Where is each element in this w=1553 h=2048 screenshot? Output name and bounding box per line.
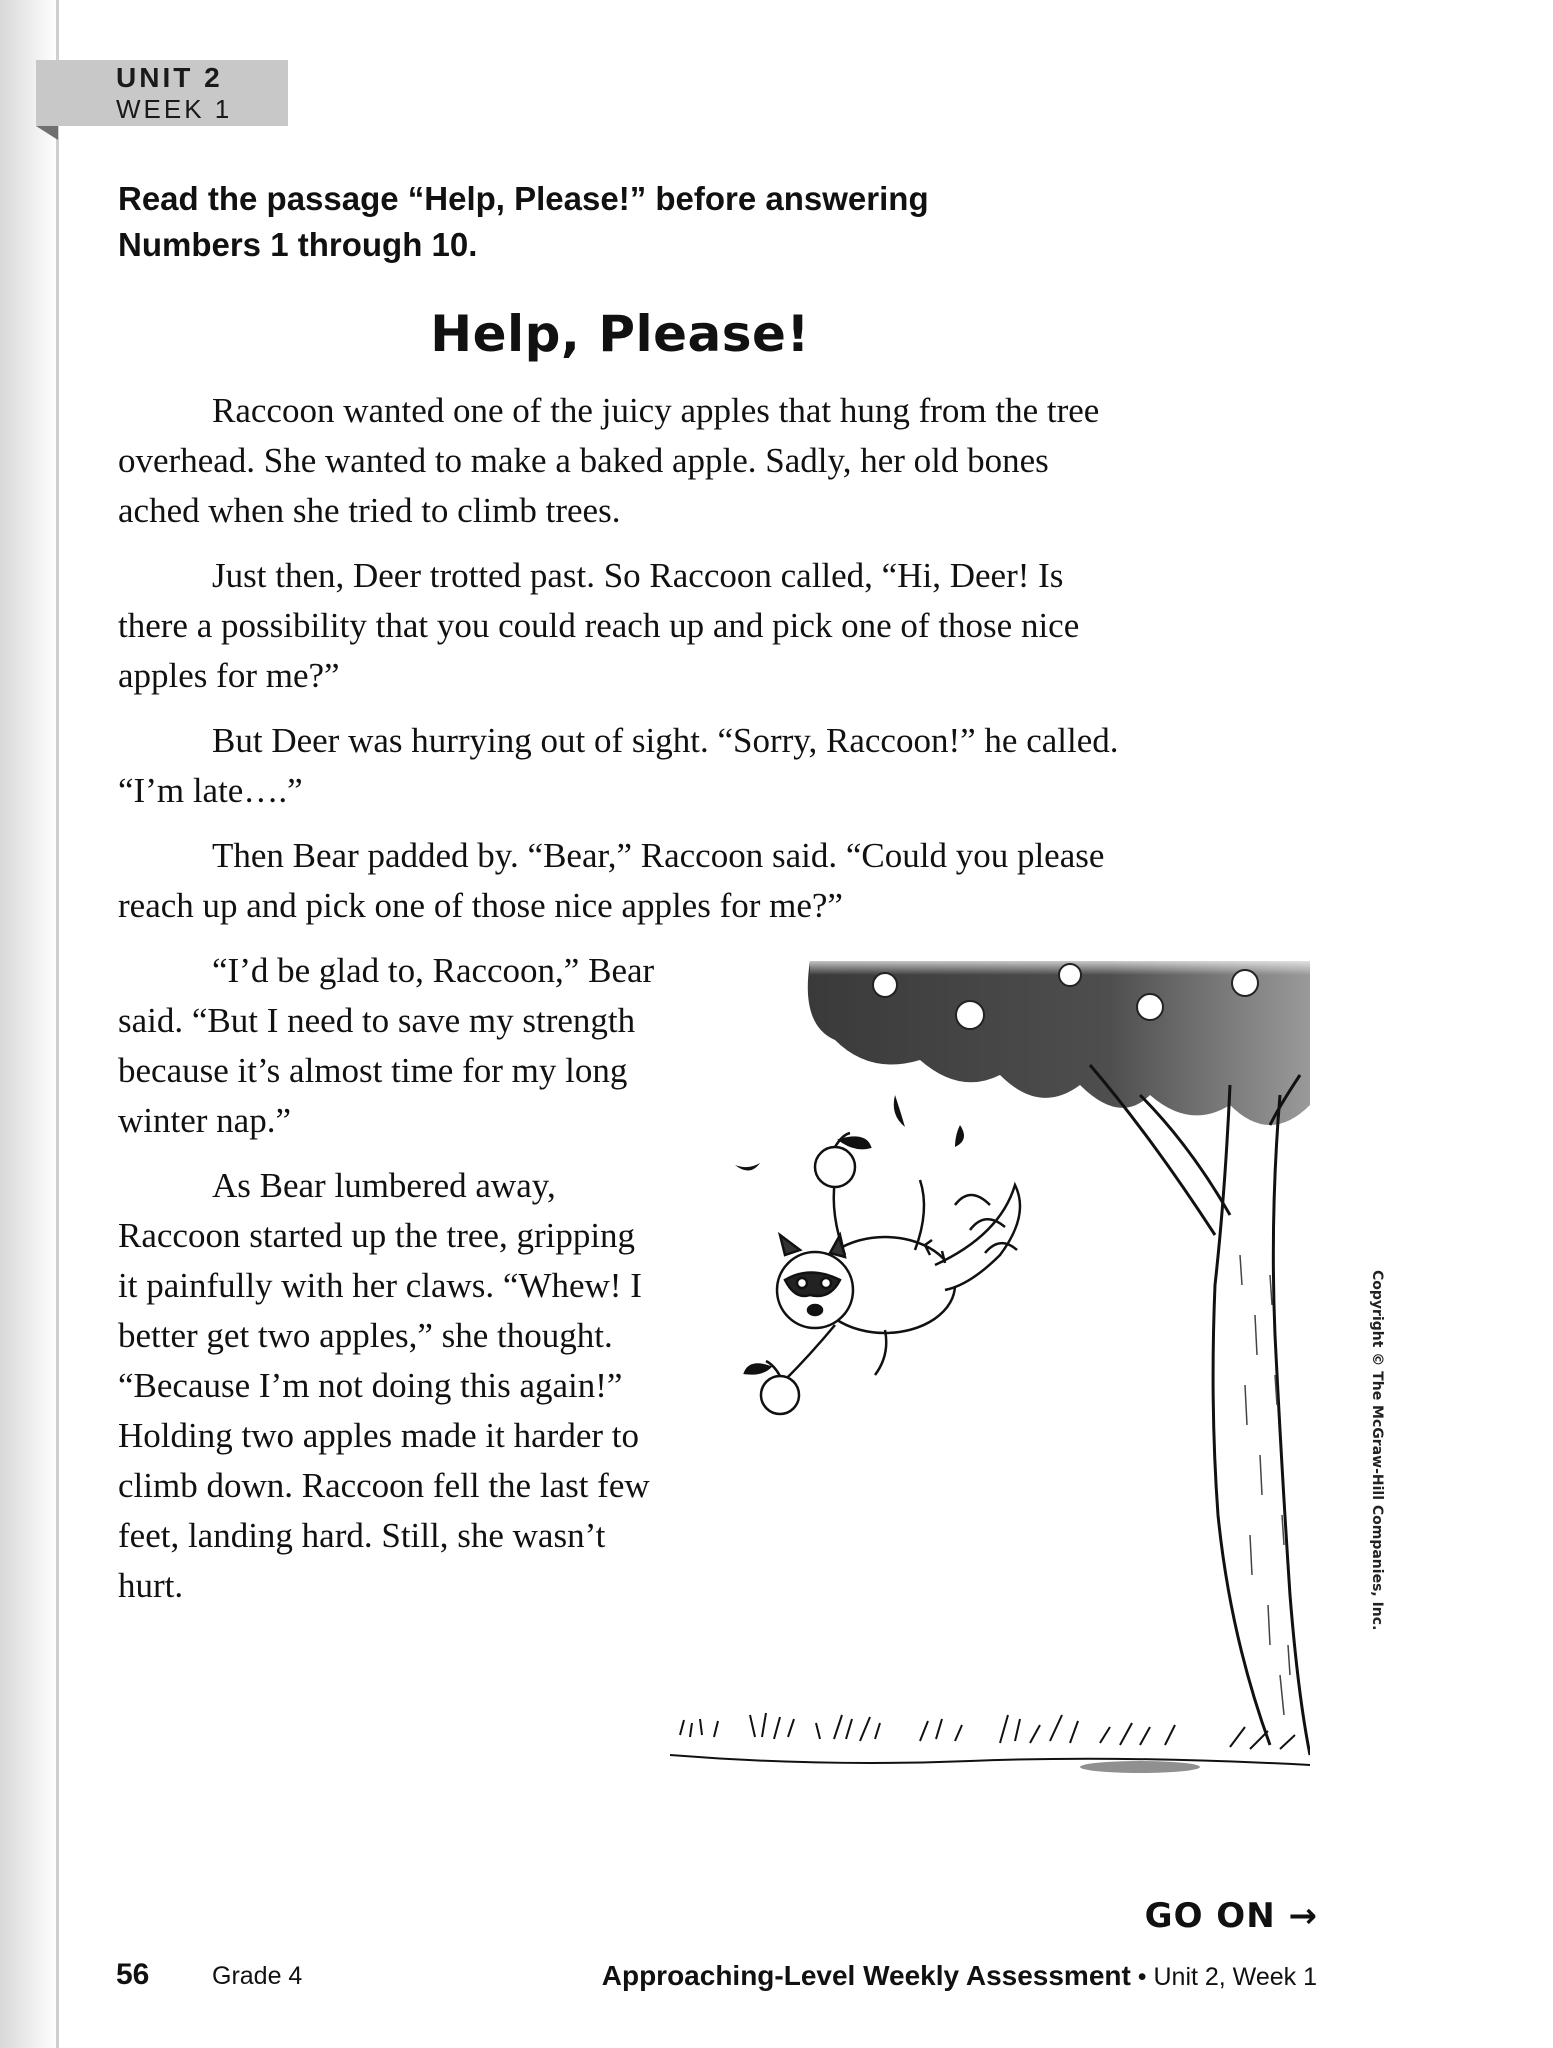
raccoon-apple-tree-illustration [670, 955, 1310, 1785]
go-on-prompt: GO ON → [1144, 1896, 1318, 1936]
story-paragraph: As Bear lumbered away, Raccoon started up the tree, gripping it painfully with her claws. “Whew! I better get two apples,” she thought. “Because I’m not doing this again!” Holding two apples made it harder to climb down. Raccoon fell the last few feet, landing hard. Still, she wasn’t hurt. [118, 1166, 650, 1605]
copyright-text: Copyright © The McGraw-Hill Companies, Inc. [1369, 1270, 1385, 1631]
story-paragraph: But Deer was hurrying out of sight. “Sorry, Raccoon!” he called. “I’m late….” [118, 721, 1119, 810]
grade-label: Grade 4 [212, 1962, 303, 1990]
unit-tab-fold [36, 126, 58, 140]
instructions [118, 176, 1078, 268]
unit-week-label: Unit 2, Week 1 [1153, 1963, 1317, 1991]
week-label: WEEK 1 [116, 94, 233, 124]
page-number: 56 [116, 1958, 150, 1991]
story-paragraph: “I’d be glad to, Raccoon,” Bear said. “But I need to save my strength because it’s almost time for my long winter nap.” [118, 951, 655, 1140]
story-paragraph: Then Bear padded by. “Bear,” Raccoon said. “Could you please reach up and pick one of those nice apples for me?” [118, 836, 1105, 925]
assessment-footer [602, 1960, 1317, 1992]
unit-label: UNIT 2 [116, 62, 223, 93]
assessment-title: Approaching-Level Weekly Assessment [601, 1960, 1131, 1991]
story-title: Help, Please! [430, 305, 810, 363]
raccoon [777, 1180, 1020, 1380]
story-paragraph: Just then, Deer trotted past. So Raccoon called, “Hi, Deer! Is there a possibility that you could reach up and pick one of those nice apples for me?” [118, 556, 1080, 695]
footer-separator: • [1130, 1963, 1154, 1991]
story-paragraph: Raccoon wanted one of the juicy apples that hung from the tree overhead. She wanted to make a baked apple. Sadly, her old bones ached when she tried to climb trees. [118, 391, 1100, 530]
instructions-line-1: Read the passage “Help, Please!” before answering [118, 180, 929, 217]
instructions-line-2: Numbers 1 through 10. [118, 226, 478, 263]
